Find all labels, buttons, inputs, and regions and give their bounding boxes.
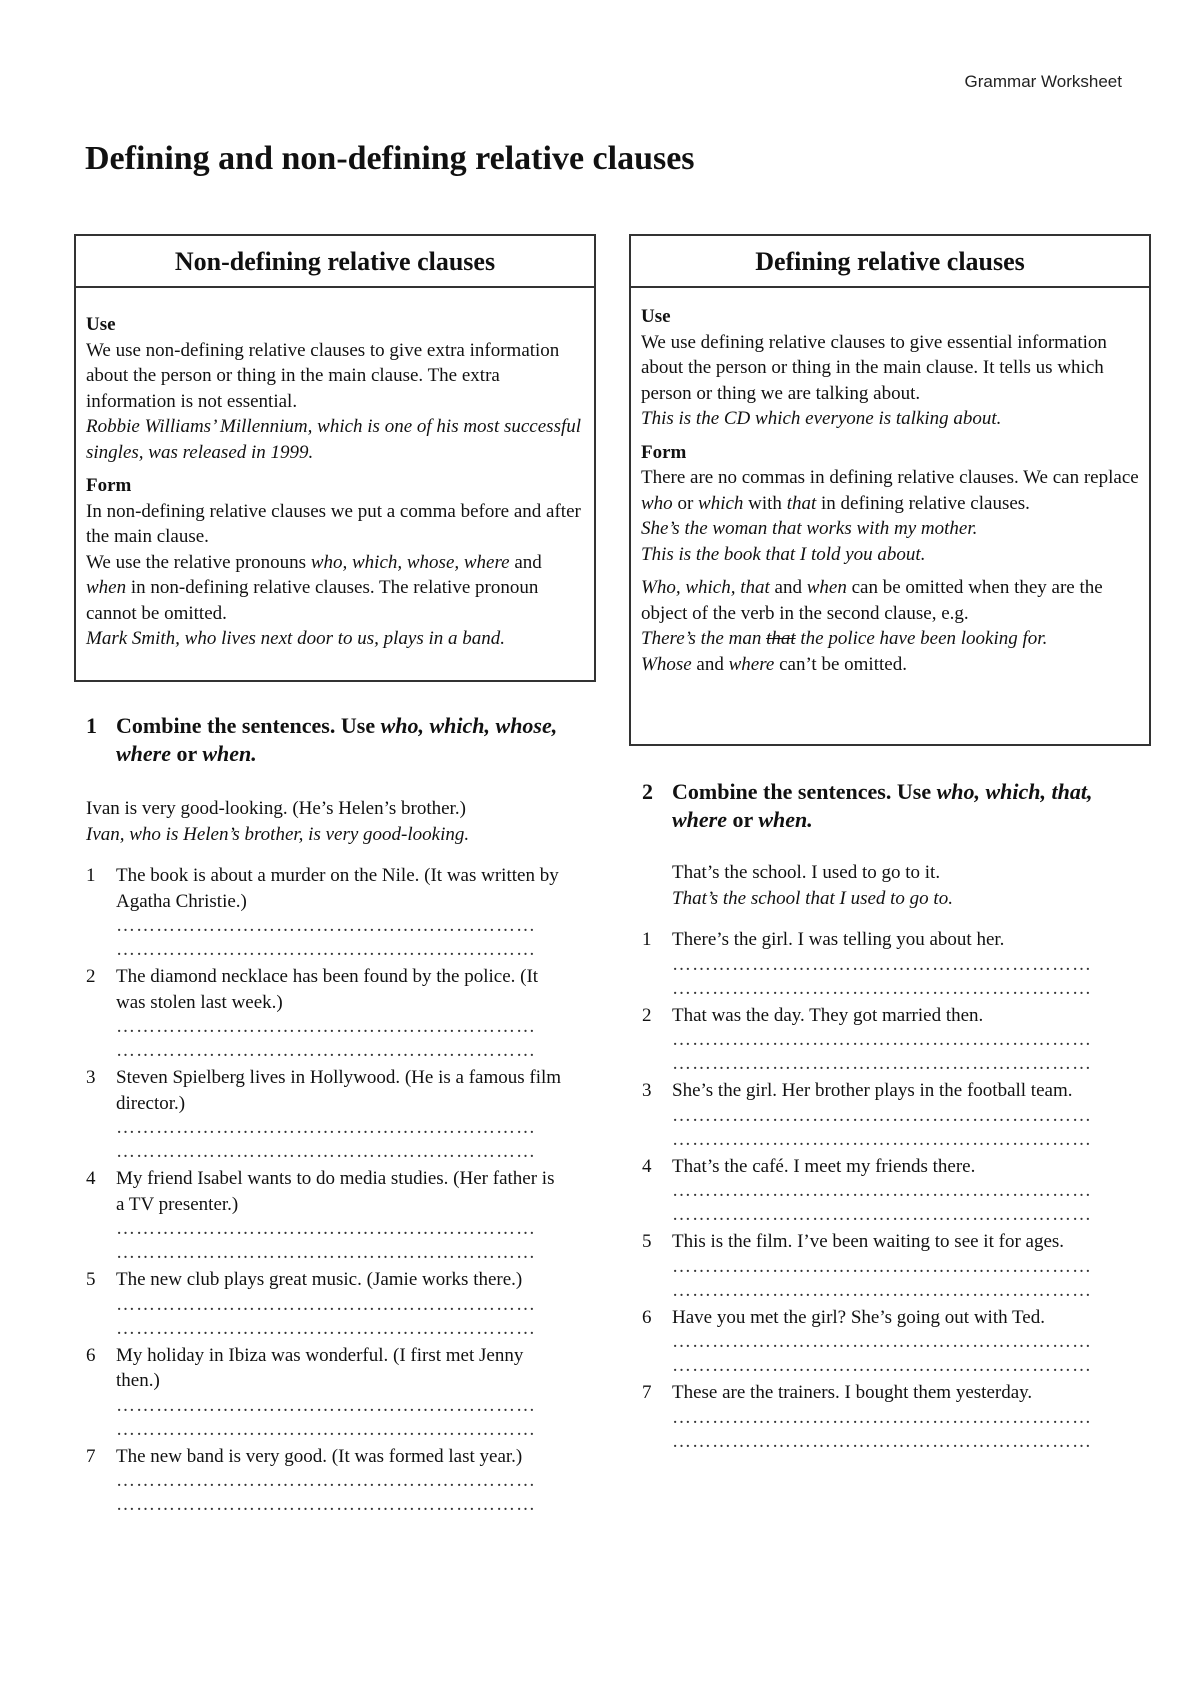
exercise-item	[86, 1166, 566, 1265]
use-label: Use	[641, 306, 671, 327]
model-answer	[642, 860, 1122, 911]
exercise-1	[86, 712, 566, 1519]
exercise-1-instruction: 1 Combine the sentences. Use who, which, whose, where or when.	[86, 713, 558, 766]
item-text: There’s the girl. I was telling you about her.	[672, 929, 1005, 950]
use-example: This is the CD which everyone is talking about.	[641, 408, 1002, 429]
answer-line[interactable]: ………………………………………………………	[672, 953, 1092, 975]
omit-example: There’s the man that the police have been looking for.	[641, 628, 1048, 649]
item-text: She’s the girl. Her brother plays in the football team.	[672, 1080, 1073, 1101]
item-number: 7	[642, 1382, 652, 1403]
item-number: 4	[86, 1168, 96, 1189]
defining-body	[631, 288, 1149, 685]
item-text: The diamond necklace has been found by the police. (It was stolen last week.)	[116, 966, 539, 1013]
item-text: The book is about a murder on the Nile. (It was written by Agatha Christie.)	[116, 865, 559, 912]
item-text: The new band is very good. (It was formed last year.)	[116, 1445, 523, 1467]
form-example-2: This is the book that I told you about.	[641, 543, 926, 565]
answer-line[interactable]: ………………………………………………………	[116, 1242, 536, 1263]
answer-line[interactable]: ………………………………………………………	[116, 1394, 536, 1416]
model-solution: Ivan, who is Helen’s brother, is very good-looking.	[86, 823, 470, 845]
model-question: That’s the school. I used to go to it.	[672, 862, 941, 883]
item-text: My holiday in Ibiza was wonderful. (I first met Jenny then.)	[116, 1344, 524, 1391]
answer-line[interactable]: ………………………………………………………	[116, 1040, 536, 1061]
answer-line[interactable]: ………………………………………………………	[116, 939, 536, 960]
item-number: 1	[642, 929, 652, 950]
exercise-number: 1	[86, 713, 97, 738]
answer-line[interactable]: ………………………………………………………	[116, 1470, 536, 1491]
item-number: 2	[642, 1004, 652, 1026]
item-number: 6	[642, 1306, 652, 1328]
item-number: 5	[642, 1231, 652, 1252]
model-answer	[86, 796, 566, 847]
use-example: Robbie Williams’ Millennium, which is one of his most successful singles, was released in 1999.	[86, 416, 582, 463]
exercise-item	[86, 1343, 566, 1442]
exercise-item	[642, 1078, 1122, 1152]
answer-line[interactable]: ………………………………………………………	[116, 1317, 536, 1339]
exercise-item	[642, 1305, 1122, 1379]
item-text: This is the film. I’ve been waiting to see it for ages.	[672, 1231, 1065, 1252]
answer-line[interactable]: ………………………………………………………	[672, 1331, 1092, 1352]
exercise-item	[86, 1065, 566, 1164]
model-question: Ivan is very good-looking. (He’s Helen’s brother.)	[86, 798, 466, 819]
answer-line[interactable]: ………………………………………………………	[672, 1204, 1092, 1225]
exercise-2	[642, 778, 1122, 1456]
exercise-1-items	[86, 863, 566, 1517]
form-label: Form	[641, 441, 687, 463]
item-number: 3	[642, 1080, 652, 1101]
answer-line[interactable]: ………………………………………………………	[672, 1128, 1092, 1150]
non-defining-body	[76, 288, 594, 660]
answer-line[interactable]: ………………………………………………………	[672, 1104, 1092, 1126]
answer-line[interactable]: ………………………………………………………	[672, 1255, 1092, 1277]
exercise-item	[86, 863, 566, 962]
item-text: Steven Spielberg lives in Hollywood. (He is a famous film director.)	[116, 1067, 562, 1114]
item-number: 2	[86, 966, 96, 987]
answer-line[interactable]: ………………………………………………………	[116, 1418, 536, 1440]
item-text: That was the day. They got married then.	[672, 1004, 984, 1026]
use-label: Use	[86, 314, 116, 335]
form-text-2: We use the relative pronouns who, which, whose, where and when in non-defining relative clauses. The relative pronoun cannot be omitted.	[86, 551, 542, 624]
form-example: Mark Smith, who lives next door to us, plays in a band.	[86, 628, 506, 649]
answer-line[interactable]: ………………………………………………………	[116, 1141, 536, 1162]
struck-that: that	[766, 628, 796, 649]
answer-line[interactable]: ………………………………………………………	[672, 1355, 1092, 1376]
exercise-2-items	[642, 927, 1122, 1454]
answer-line[interactable]: ………………………………………………………	[116, 1016, 536, 1037]
answer-line[interactable]: ………………………………………………………	[672, 1430, 1092, 1452]
exercise-item	[642, 1003, 1122, 1077]
answer-line[interactable]: ………………………………………………………	[116, 1218, 536, 1239]
item-text: These are the trainers. I bought them yesterday.	[672, 1382, 1033, 1403]
answer-line[interactable]: ………………………………………………………	[672, 1180, 1092, 1201]
exercise-2-instruction: 2 Combine the sentences. Use who, which, that, where or when.	[642, 779, 1093, 832]
use-text: We use defining relative clauses to give essential information about the person or thing in the main clause. It tells us which person or thing we are talking about.	[641, 331, 1107, 404]
item-number: 5	[86, 1269, 96, 1290]
exercise-item	[642, 927, 1122, 1001]
exercise-item	[86, 1444, 566, 1518]
item-number: 3	[86, 1067, 96, 1088]
answer-line[interactable]: ………………………………………………………	[116, 1293, 536, 1315]
exercise-item	[642, 1154, 1122, 1228]
page-title: Defining and non-defining relative clauses	[85, 140, 695, 177]
defining-box	[629, 234, 1151, 746]
exercise-item	[642, 1229, 1122, 1303]
item-text: The new club plays great music. (Jamie works there.)	[116, 1269, 523, 1290]
answer-line[interactable]: ………………………………………………………	[672, 1029, 1092, 1050]
omit-text: Who, which, that and when can be omitted when they are the object of the verb in the second clause, e.g.	[641, 577, 1103, 624]
use-text: We use non-defining relative clauses to give extra information about the person or thing in the main clause. The extra information is not essential.	[86, 339, 560, 412]
form-label: Form	[86, 475, 132, 496]
non-defining-heading: Non-defining relative clauses	[76, 236, 594, 288]
item-number: 1	[86, 865, 96, 886]
non-defining-box	[74, 234, 596, 682]
exercise-number: 2	[642, 779, 653, 804]
omit-last: Whose and where can’t be omitted.	[641, 653, 907, 675]
defining-heading: Defining relative clauses	[631, 236, 1149, 288]
answer-line[interactable]: ………………………………………………………	[116, 1117, 536, 1138]
item-text: That’s the café. I meet my friends there.	[672, 1155, 976, 1177]
form-text-1: In non-defining relative clauses we put a comma before and after the main clause.	[86, 500, 581, 547]
item-text: Have you met the girl? She’s going out with Ted.	[672, 1306, 1045, 1328]
worksheet-label: Grammar Worksheet	[964, 72, 1122, 91]
answer-line[interactable]: ………………………………………………………	[672, 1406, 1092, 1428]
answer-line[interactable]: ………………………………………………………	[672, 1053, 1092, 1074]
model-solution: That’s the school that I used to go to.	[672, 887, 953, 909]
form-text: There are no commas in defining relative clauses. We can replace who or which with that in defining relative clauses.	[641, 467, 1139, 514]
exercise-item	[86, 1267, 566, 1341]
item-text: My friend Isabel wants to do media studies. (Her father is a TV presenter.)	[116, 1168, 555, 1215]
exercise-item	[86, 964, 566, 1063]
form-example-1: She’s the woman that works with my mother.	[641, 518, 978, 539]
answer-line[interactable]: ………………………………………………………	[672, 1279, 1092, 1301]
item-number: 6	[86, 1344, 96, 1366]
answer-line[interactable]: ………………………………………………………	[116, 1494, 536, 1515]
item-number: 4	[642, 1155, 652, 1177]
answer-line[interactable]: ………………………………………………………	[116, 915, 536, 936]
item-number: 7	[86, 1445, 96, 1467]
answer-line[interactable]: ………………………………………………………	[672, 977, 1092, 999]
exercise-item	[642, 1380, 1122, 1454]
